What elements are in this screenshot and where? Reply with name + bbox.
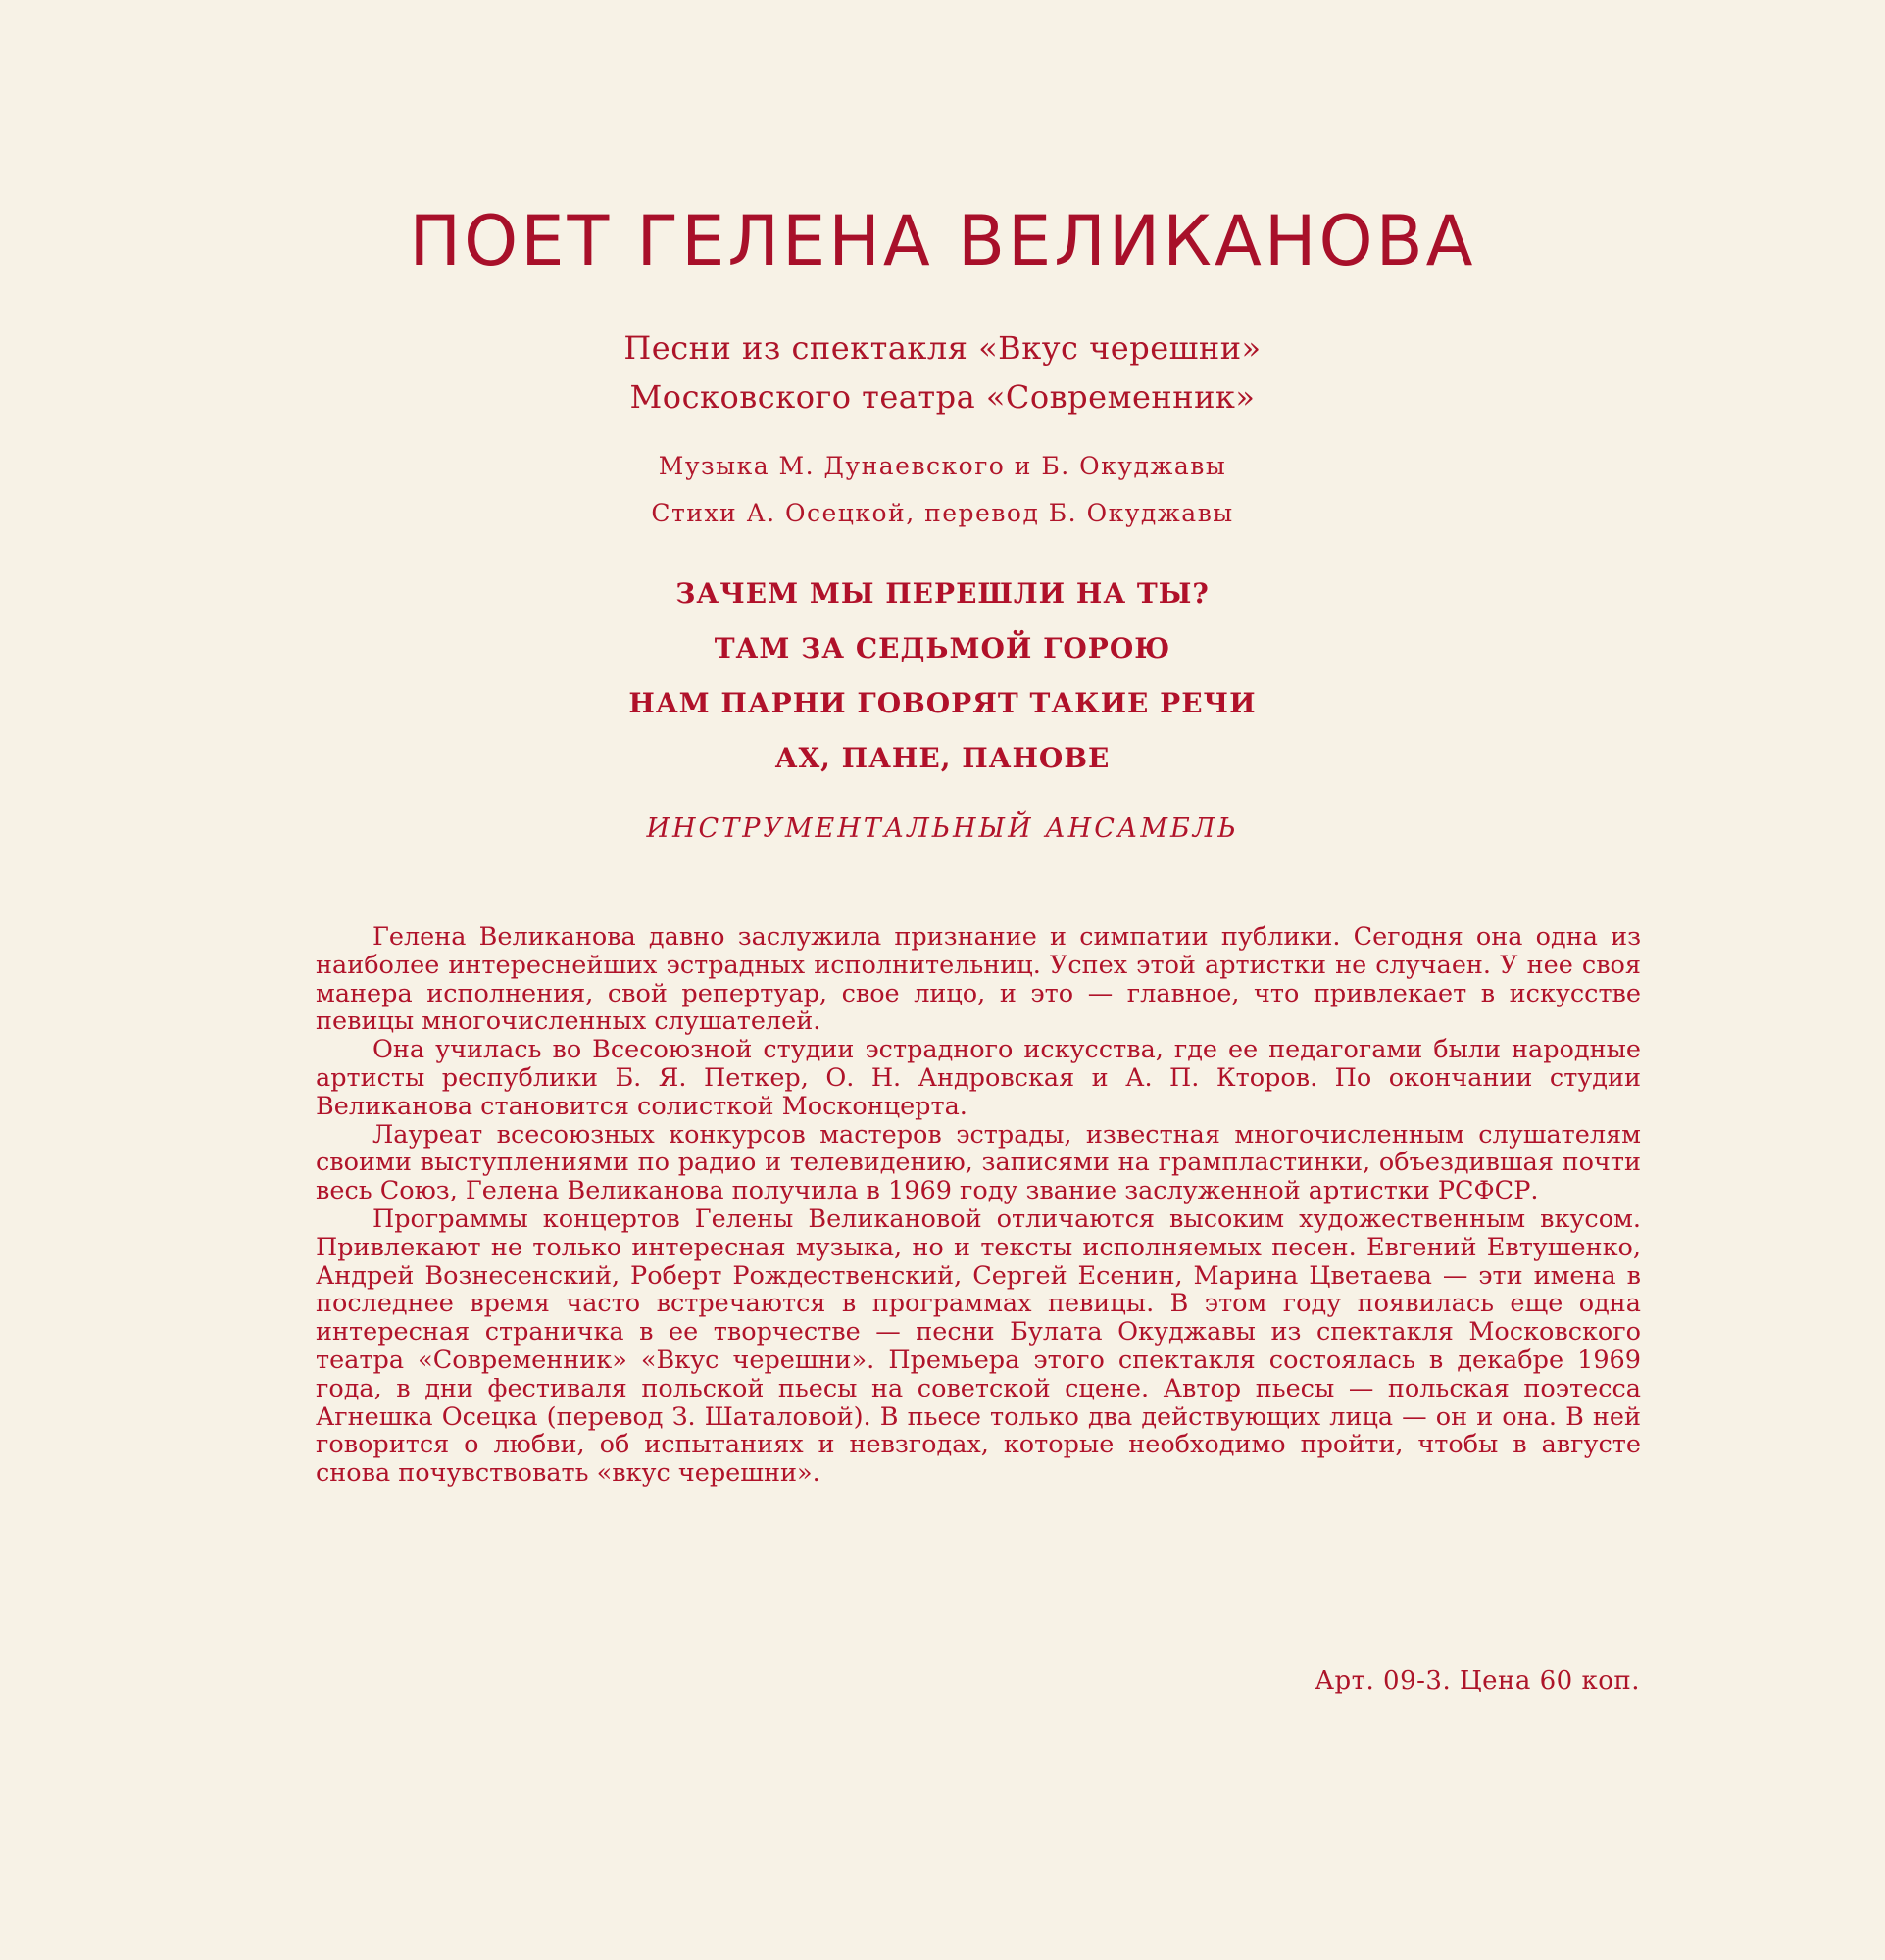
catalog-price: Арт. 09-3. Цена 60 коп. — [1315, 1666, 1640, 1695]
music-credit: Музыка М. Дунаевского и Б. Окуджавы — [658, 452, 1227, 480]
liner-paragraph: Лауреат всесоюзных конкурсов мастеров эстрады, известная многочисленным слушателям своими выступлениями по радио и телевидению, записями на грампластинки, объездившая почти весь Союз, Гелена Великанова получила в 1969 году звание заслуженной артистки РСФСР. — [316, 1119, 1641, 1206]
liner-paragraph: Программы концертов Гелены Великановой отличаются высоким художественным вкусом. Привлекают не только интересная музыка, но и тексты исполняемых песен. Евгений Евтушенко, Андрей Вознесенский, Роберт Рождественский, Сергей Есенин, Марина Цветаева — эти имена в последнее время часто встречаются в программах певицы. В этом году появилась еще одна интересная страничка в ее творчестве — песни Булата Окуджавы из спектакля Московского театра «Современник» «Вкус черешни». Премьера этого спектакля состоялась в декабре 1969 года, в дни фестиваля польской пьесы на советской сцене. Автор пьесы — польская поэтесса Агнешка Осецка (перевод З. Шаталовой). В пьесе только два действующих лица — он и она. В ней говорится о любви, об испытаниях и невзгодах, которые необходимо пройти, чтобы в августе снова почувствовать «вкус черешни». — [316, 1203, 1641, 1489]
subtitle-line-2: Московского театра «Современник» — [629, 378, 1256, 416]
song-title: ЗАЧЕМ МЫ ПЕРЕШЛИ НА ТЫ? — [675, 577, 1210, 610]
liner-paragraph: Она училась во Всесоюзной студии эстрадного искусства, где ее педагогами были народные артисты республики Б. Я. Петкер, О. Н. Андровская и А. П. Кторов. По окончании студии Великанова становится солисткой Москонцерта. — [316, 1035, 1641, 1121]
subtitle — [0, 323, 1885, 421]
lyrics-credit: Стихи А. Осецкой, перевод Б. Окуджавы — [651, 499, 1234, 527]
song-title: АХ, ПАНЕ, ПАНОВЕ — [774, 742, 1111, 774]
song-title: НАМ ПАРНИ ГОВОРЯТ ТАКИЕ РЕЧИ — [628, 687, 1257, 719]
subtitle-line-1: Песни из спектакля «Вкус черешни» — [623, 329, 1262, 367]
ensemble-credit: ИНСТРУМЕНТАЛЬНЫЙ АНСАМБЛЬ — [646, 813, 1239, 844]
credits — [0, 443, 1885, 537]
song-title: ТАМ ЗА СЕДЬМОЙ ГОРОЮ — [714, 632, 1171, 664]
liner-notes — [316, 923, 1641, 1488]
page-title: ПОЕТ ГЕЛЕНА ВЕЛИКАНОВА — [409, 201, 1476, 281]
liner-paragraph: Гелена Великанова давно заслужила признание и симпатии публики. Сегодня она одна из наиболее интереснейших эстрадных исполнительниц. Успех этой артистки не случаен. У нее своя манера исполнения, свой репертуар, свое лицо, и это — главное, что привлекает в искусстве певицы многочисленных слушателей. — [316, 922, 1641, 1037]
song-list — [0, 566, 1885, 786]
